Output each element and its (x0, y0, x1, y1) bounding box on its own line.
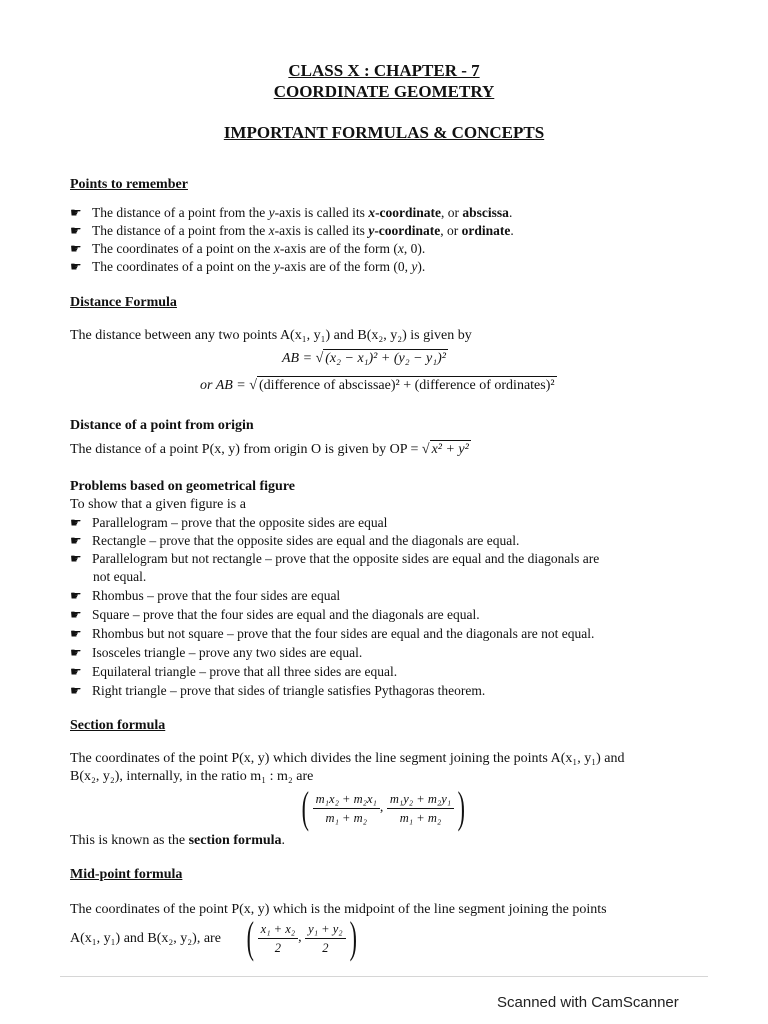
points-heading: Points to remember (70, 177, 188, 192)
pointing-hand-icon: ☛ (70, 260, 82, 275)
pointing-hand-icon: ☛ (70, 684, 82, 699)
pointing-hand-icon: ☛ (70, 224, 82, 239)
points-item-1: ☛ The distance of a point from the y-axis is called its x-coordinate, or abscissa. (70, 205, 513, 221)
section-heading: Section formula (70, 718, 166, 733)
problems-item-3-cont: not equal. (93, 569, 147, 584)
section-line-1: The coordinates of the point P(x, y) which divides the line segment joining the points A(x₁, y₁) and (70, 751, 625, 766)
midpoint-line-1: The coordinates of the point P(x, y) which is the midpoint of the line segment joining the points (70, 902, 607, 917)
pointing-hand-icon: ☛ (70, 627, 82, 642)
pointing-hand-icon: ☛ (70, 665, 82, 680)
problems-item-6: ☛ Rhombus but not square – prove that the four sides are equal and the diagonals are not equal. (70, 626, 595, 642)
problems-item-8: ☛ Equilateral triangle – prove that all three sides are equal. (70, 664, 398, 680)
pointing-hand-icon: ☛ (70, 206, 82, 221)
problems-item-2: ☛ Rectangle – prove that the opposite sides are equal and the diagonals are equal. (70, 533, 520, 549)
footer-divider (60, 976, 708, 977)
distance-formula-words: or AB = √ (difference of abscissae)² + (difference of ordinates)² (200, 378, 555, 393)
problems-item-5: ☛ Square – prove that the four sides are equal and the diagonals are equal. (70, 607, 480, 623)
origin-heading: Distance of a point from origin (70, 418, 254, 433)
pointing-hand-icon: ☛ (70, 646, 82, 661)
section-line-2: B(x₂, y₂), internally, in the ratio m₁ : m₂ are (70, 769, 314, 784)
section-formula: ( $\frac{\text{m₁x₂ + m₂x₁}}{\text{m₁ + m₂}}$ , $\frac{\text{m₁y₂ + m₂y₁}}{\text{m₁ + m₂}}$ ) (301, 783, 466, 832)
origin-text: The distance of a point P(x, y) from origin O is given by OP = √ x² + y² (70, 442, 469, 457)
pointing-hand-icon: ☛ (70, 534, 82, 549)
midpoint-heading: Mid-point formula (70, 867, 183, 882)
midpoint-line-2: A(x₁, y₁) and B(x₂, y₂), are (70, 931, 221, 946)
midpoint-formula: ( $\frac{\text{x₁ + x₂}}{2}$ , $\frac{\text{y₁ + y₂}}{2}$ ) (246, 913, 357, 962)
pointing-hand-icon: ☛ (70, 516, 82, 531)
camscanner-watermark: Scanned with CamScanner (497, 994, 679, 1011)
chapter-title: CLASS X : CHAPTER - 7 (288, 61, 480, 80)
problems-item-3: ☛ Parallelogram but not rectangle – prove that the opposite sides are equal and the diagonals are (70, 551, 600, 567)
chapter-subject: COORDINATE GEOMETRY (273, 82, 495, 101)
problems-intro: To show that a given figure is a (70, 497, 246, 512)
distance-formula: AB = √ (x₂ − x₁)² + (y₂ − y₁)² (282, 351, 446, 366)
pointing-hand-icon: ☛ (70, 552, 82, 567)
points-item-4: ☛ The coordinates of a point on the y-axis are of the form (0, y). (70, 259, 426, 275)
points-item-3: ☛ The coordinates of a point on the x-axis are of the form (x, 0). (70, 241, 426, 257)
section-known: This is known as the section formula. (70, 833, 286, 848)
points-item-2: ☛ The distance of a point from the x-axis is called its y-coordinate, or ordinate. (70, 223, 514, 239)
problems-item-9: ☛ Right triangle – prove that sides of triangle satisfies Pythagoras theorem. (70, 683, 486, 699)
problems-item-1: ☛ Parallelogram – prove that the opposite sides are equal (70, 515, 388, 531)
distance-intro: The distance between any two points A(x₁, y₁) and B(x₂, y₂) is given by (70, 328, 472, 343)
problems-heading: Problems based on geometrical figure (70, 479, 296, 494)
problems-item-7: ☛ Isosceles triangle – prove any two sides are equal. (70, 645, 363, 661)
pointing-hand-icon: ☛ (70, 608, 82, 623)
pointing-hand-icon: ☛ (70, 242, 82, 257)
pointing-hand-icon: ☛ (70, 589, 82, 604)
distance-heading: Distance Formula (70, 295, 177, 310)
problems-item-4: ☛ Rhombus – prove that the four sides are equal (70, 588, 341, 604)
page-subtitle: IMPORTANT FORMULAS & CONCEPTS (223, 123, 545, 142)
